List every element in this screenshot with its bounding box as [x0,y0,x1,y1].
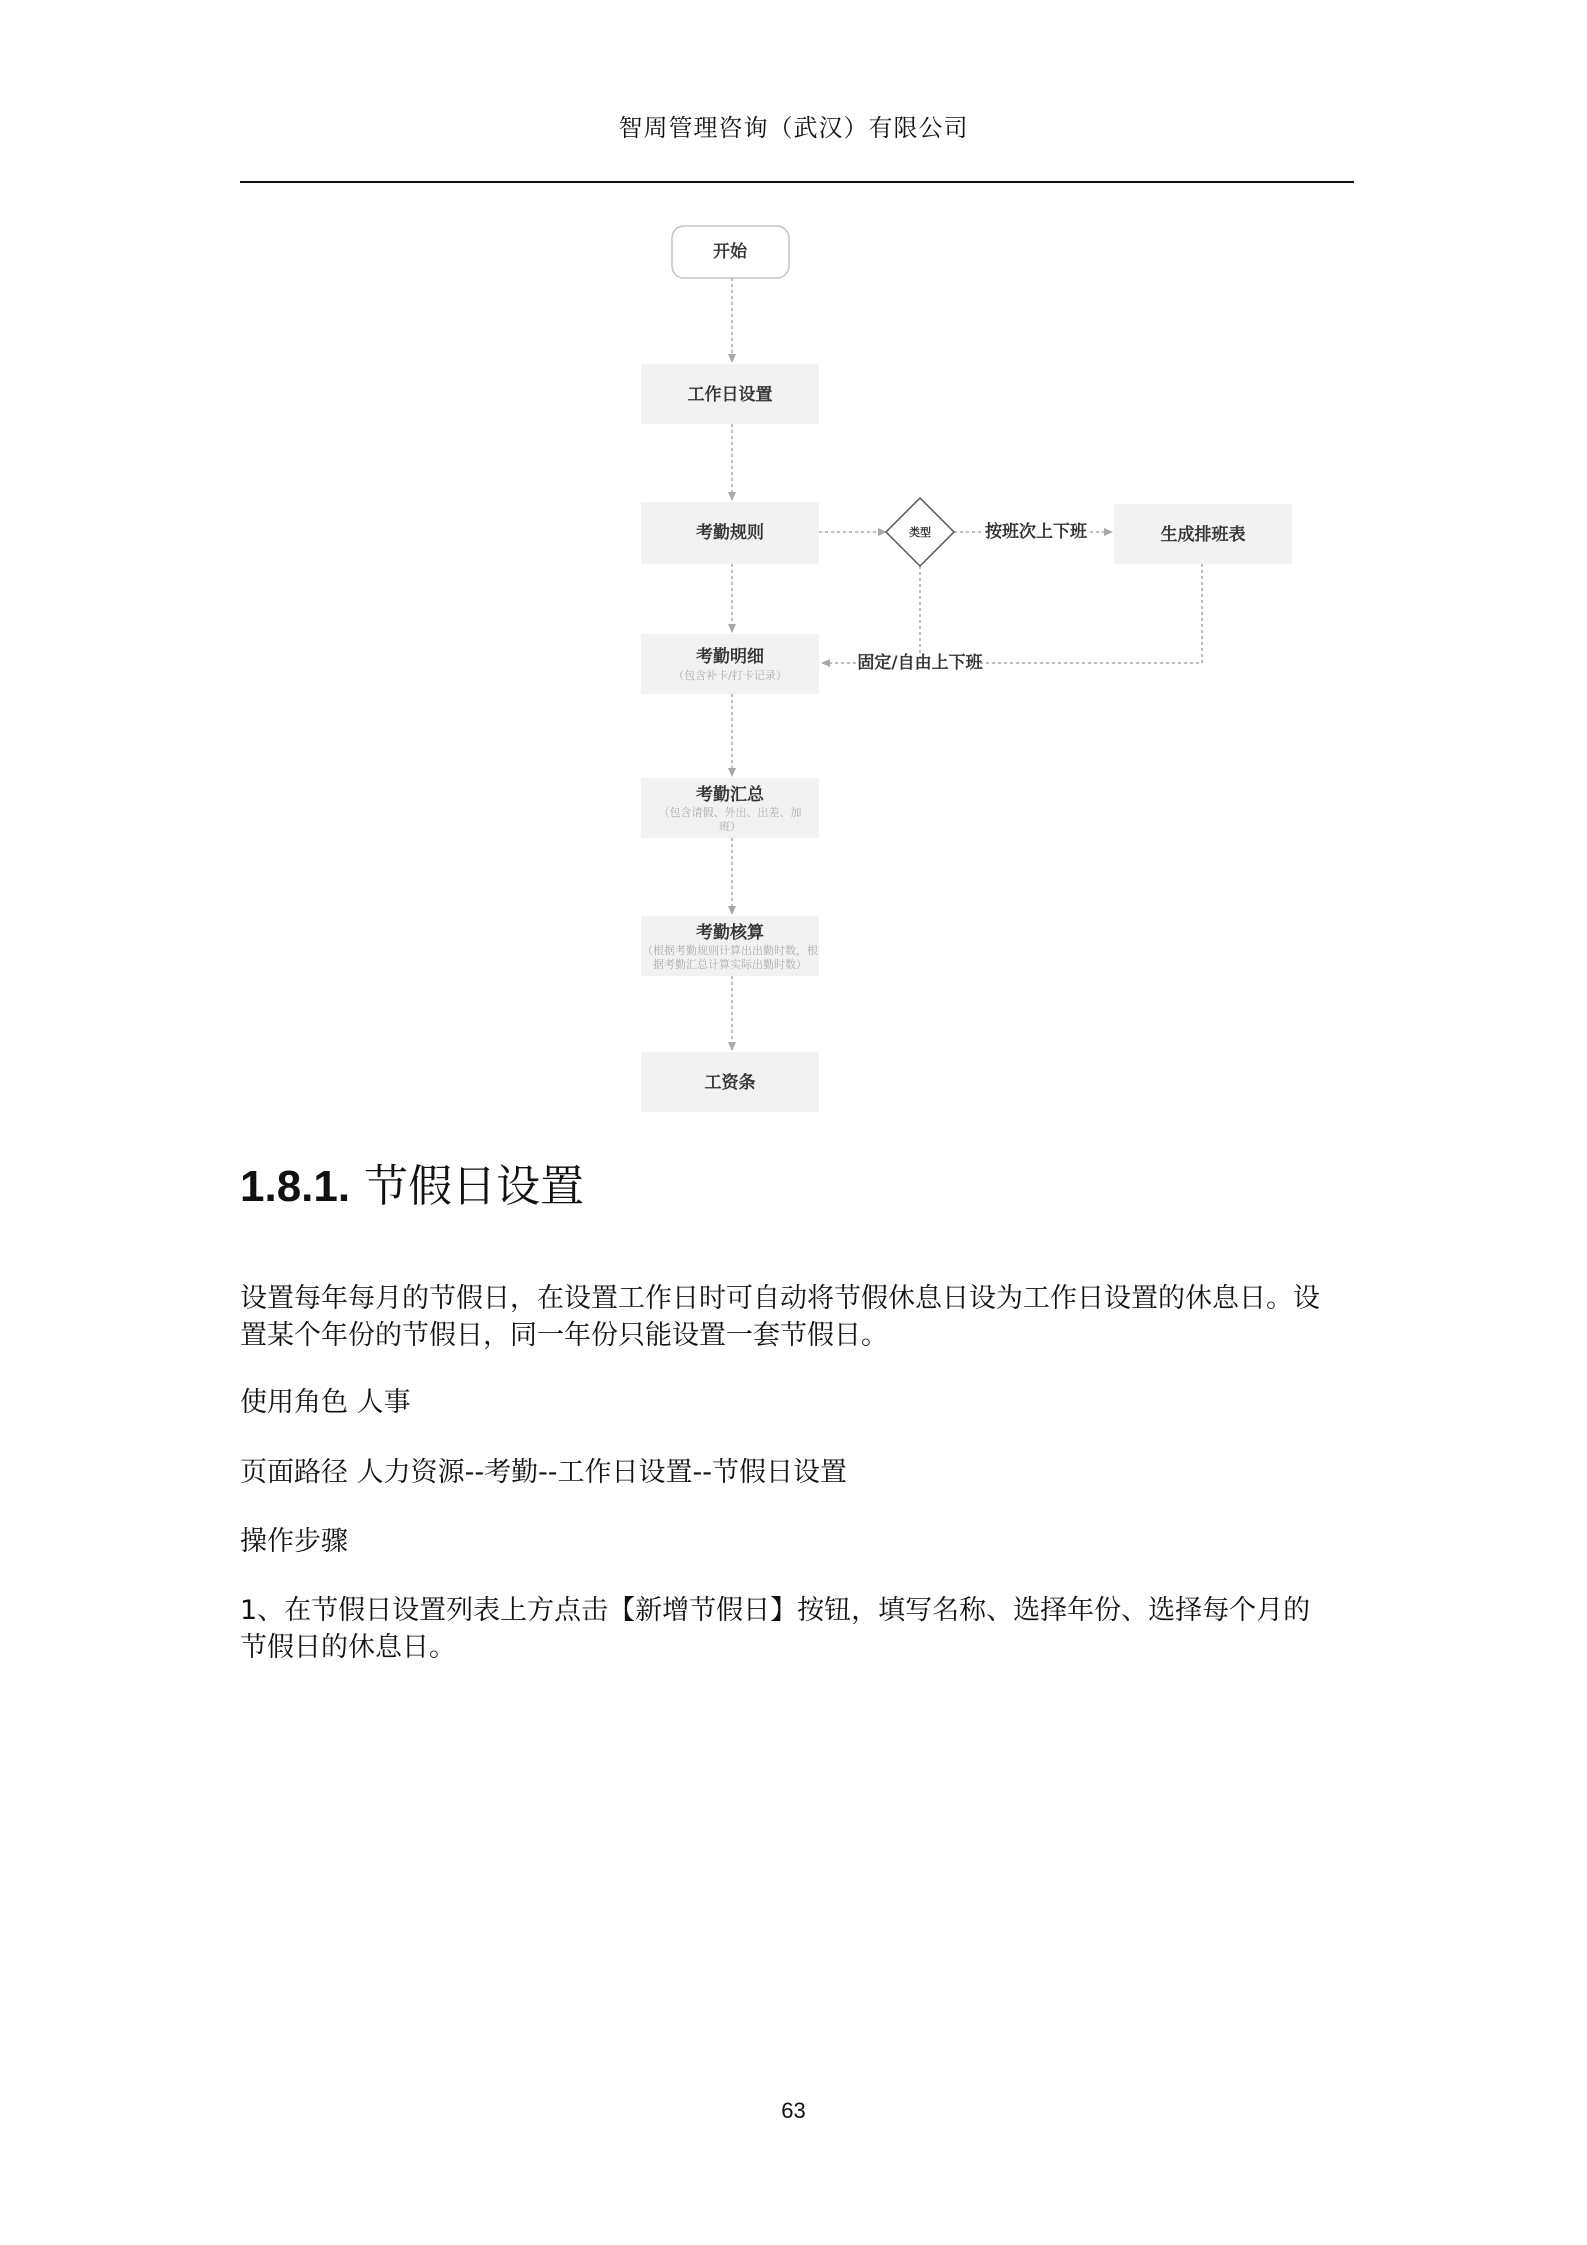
step-1-line-2: 节假日的休息日。 [240,1632,456,1663]
edge-schedule-return [980,564,1202,663]
edge-label-fixed-free: 固定/自由上下班 [857,653,983,673]
detail-node-title: 考勤明细 [696,647,764,667]
payslip-node-label: 工资条 [704,1073,756,1093]
intro-line-2: 置某个年份的节假日，同一年份只能设置一套节假日。 [240,1320,888,1351]
rules-node-label: 考勤规则 [696,523,764,543]
type-decision-label: 类型 [909,526,931,539]
schedule-node-label: 生成排班表 [1160,525,1246,545]
summary-node-subtitle-2: 班） [719,820,741,833]
role-line: 使用角色 人事 [240,1387,411,1418]
page-path-line: 页面路径 人力资源--考勤--工作日设置--节假日设置 [240,1457,848,1488]
workday-node-label: 工作日设置 [687,385,773,405]
section-heading [240,1150,584,1214]
accounting-node-title: 考勤核算 [696,923,764,943]
accounting-node-subtitle-1: （根据考勤规则计算出出勤时数，根 [642,944,818,957]
section-title: 节假日设置 [364,1161,585,1212]
page-number: 63 [781,2098,806,2123]
section-number: 1.8.1. [240,1162,351,1211]
attendance-flowchart [0,0,1587,1120]
start-node-label: 开始 [713,242,747,262]
detail-node-subtitle: （包含补卡/打卡记录） [673,669,787,682]
intro-line-1: 设置每年每月的节假日，在设置工作日时可自动将节假休息日设为工作日设置的休息日。设 [240,1283,1320,1314]
header-company-name: 智周管理咨询（武汉）有限公司 [618,114,969,142]
step-1-line-1: 1、在节假日设置列表上方点击【新增节假日】按钮，填写名称、选择年份、选择每个月的 [240,1595,1311,1626]
summary-node-title: 考勤汇总 [696,785,764,805]
summary-node-subtitle-1: （包含请假、外出、出差、加 [658,806,802,819]
steps-heading: 操作步骤 [240,1526,348,1557]
accounting-node-subtitle-2: 据考勤汇总计算实际出勤时数） [653,958,807,971]
edge-label-by-shift: 按班次上下班 [985,522,1087,542]
